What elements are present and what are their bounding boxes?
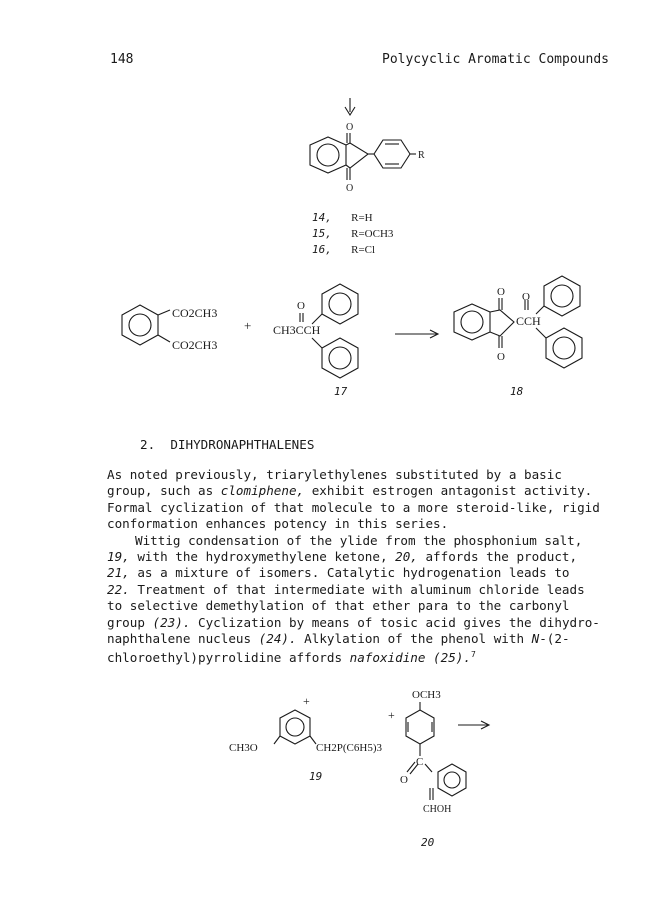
compound-label: 14, <box>312 211 332 224</box>
five-ring <box>346 143 368 168</box>
oxygen-label: O <box>400 774 408 786</box>
plus-sign-2: + <box>388 708 395 722</box>
running-title: Polycyclic Aromatic Compounds <box>382 52 609 67</box>
text-line: Treatment of that intermediate with aluminum chloride leads <box>129 581 585 597</box>
text-line: conformation enhances potency in this series. <box>107 516 449 532</box>
compound-17: 17 <box>334 385 348 398</box>
atom-o-bottom: O <box>346 183 354 194</box>
text-line: affords the product, <box>417 549 578 565</box>
ch2p-label: CH2P(C6H5)3 <box>316 742 383 754</box>
ester-bottom: CO2CH3 <box>172 338 218 352</box>
section-number: 2. <box>140 437 156 452</box>
plus-sign: + <box>244 318 252 333</box>
benzene-ring-19 <box>280 710 310 744</box>
compound-label: 15, <box>312 227 332 240</box>
reaction-arrow <box>393 328 443 340</box>
text-line: chloroethyl)pyrrolidine affords <box>107 650 350 666</box>
reference-superscript: 7 <box>470 650 476 660</box>
paragraph-2 <box>107 533 607 667</box>
text-line: naphthalene nucleus <box>107 631 259 647</box>
r-group: R=H <box>351 212 373 224</box>
compound-ref: (23). <box>152 614 191 630</box>
product-cch: CCH <box>516 314 541 328</box>
compound-20: 20 <box>421 836 435 849</box>
scheme-1-labels <box>312 209 393 257</box>
phenyl-ring-top <box>322 284 358 324</box>
atom-r: R <box>418 150 425 161</box>
anisyl-ring <box>406 710 434 744</box>
ketone-o: O <box>297 300 305 312</box>
ester-top: CO2CH3 <box>172 306 218 320</box>
ch3o-label: CH3O <box>229 742 258 754</box>
compound-ref: 20, <box>395 549 418 565</box>
scheme-1-structure <box>290 90 430 210</box>
r-group: R=Cl <box>351 244 376 256</box>
text-line: to selective demethylation of that ether para to the carbonyl <box>107 598 570 614</box>
text-line: exhibit estrogen antagonist activity. <box>304 483 593 499</box>
text-line: Formal cyclization of that molecule to a more steroid-like, rigid <box>107 499 600 515</box>
paragraph-1 <box>107 467 607 533</box>
text-line: As noted previously, triarylethylenes substituted by a basic <box>107 467 562 482</box>
compound-19: 19 <box>309 770 323 783</box>
ketone-formula: CH3CCH <box>273 323 321 337</box>
carbon-label: C <box>416 756 424 768</box>
compound-ref: 22. <box>107 581 130 597</box>
compound-ref: 19, <box>107 549 130 565</box>
section-heading <box>140 437 314 452</box>
text-line: group, such as <box>107 483 221 499</box>
compound-label: 16, <box>312 243 332 256</box>
product-o-ketone: O <box>522 291 530 303</box>
plus-sign-1: + <box>303 694 310 708</box>
drug-name-clomiphene: clomiphene, <box>220 483 305 499</box>
text-line: group <box>107 614 153 630</box>
phenyl-ring-top <box>544 276 580 316</box>
phenyl-ring-bottom <box>546 328 582 368</box>
atom-o-top: O <box>346 122 354 133</box>
compound-ref: (24). <box>258 631 297 647</box>
page-number: 148 <box>110 52 134 67</box>
scheme-3-structures <box>250 700 500 825</box>
text-line: -(2- <box>539 631 570 647</box>
compound-18: 18 <box>510 385 524 398</box>
benzene-ring <box>454 304 490 340</box>
och3-top: OCH3 <box>412 689 441 701</box>
text-line: as a mixture of isomers. Catalytic hydrogenation leads to <box>129 565 570 581</box>
product-o-bottom: O <box>497 351 505 363</box>
benzene-ring <box>122 305 158 345</box>
compound-ref: 21, <box>107 565 130 581</box>
n-prefix: N <box>531 631 540 647</box>
r-group: R=OCH3 <box>351 228 394 240</box>
text-line: with the hydroxymethylene ketone, <box>129 549 396 565</box>
phenyl-ring-bottom <box>322 338 358 378</box>
benzene-ring-left <box>310 137 346 173</box>
chom-label: CHOH <box>423 804 452 815</box>
phenyl-ring <box>438 764 466 796</box>
section-title: DIHYDRONAPHTHALENES <box>170 437 315 452</box>
drug-name-nafoxidine: nafoxidine (25). <box>349 650 471 666</box>
text-line: Cyclization by means of tosic acid gives the dihydro- <box>190 614 600 630</box>
text-line: Wittig condensation of the ylide from the phosphonium salt, <box>135 532 583 548</box>
product-o-top: O <box>497 286 505 298</box>
text-line: Alkylation of the phenol with <box>296 631 532 647</box>
body-text <box>107 467 607 667</box>
